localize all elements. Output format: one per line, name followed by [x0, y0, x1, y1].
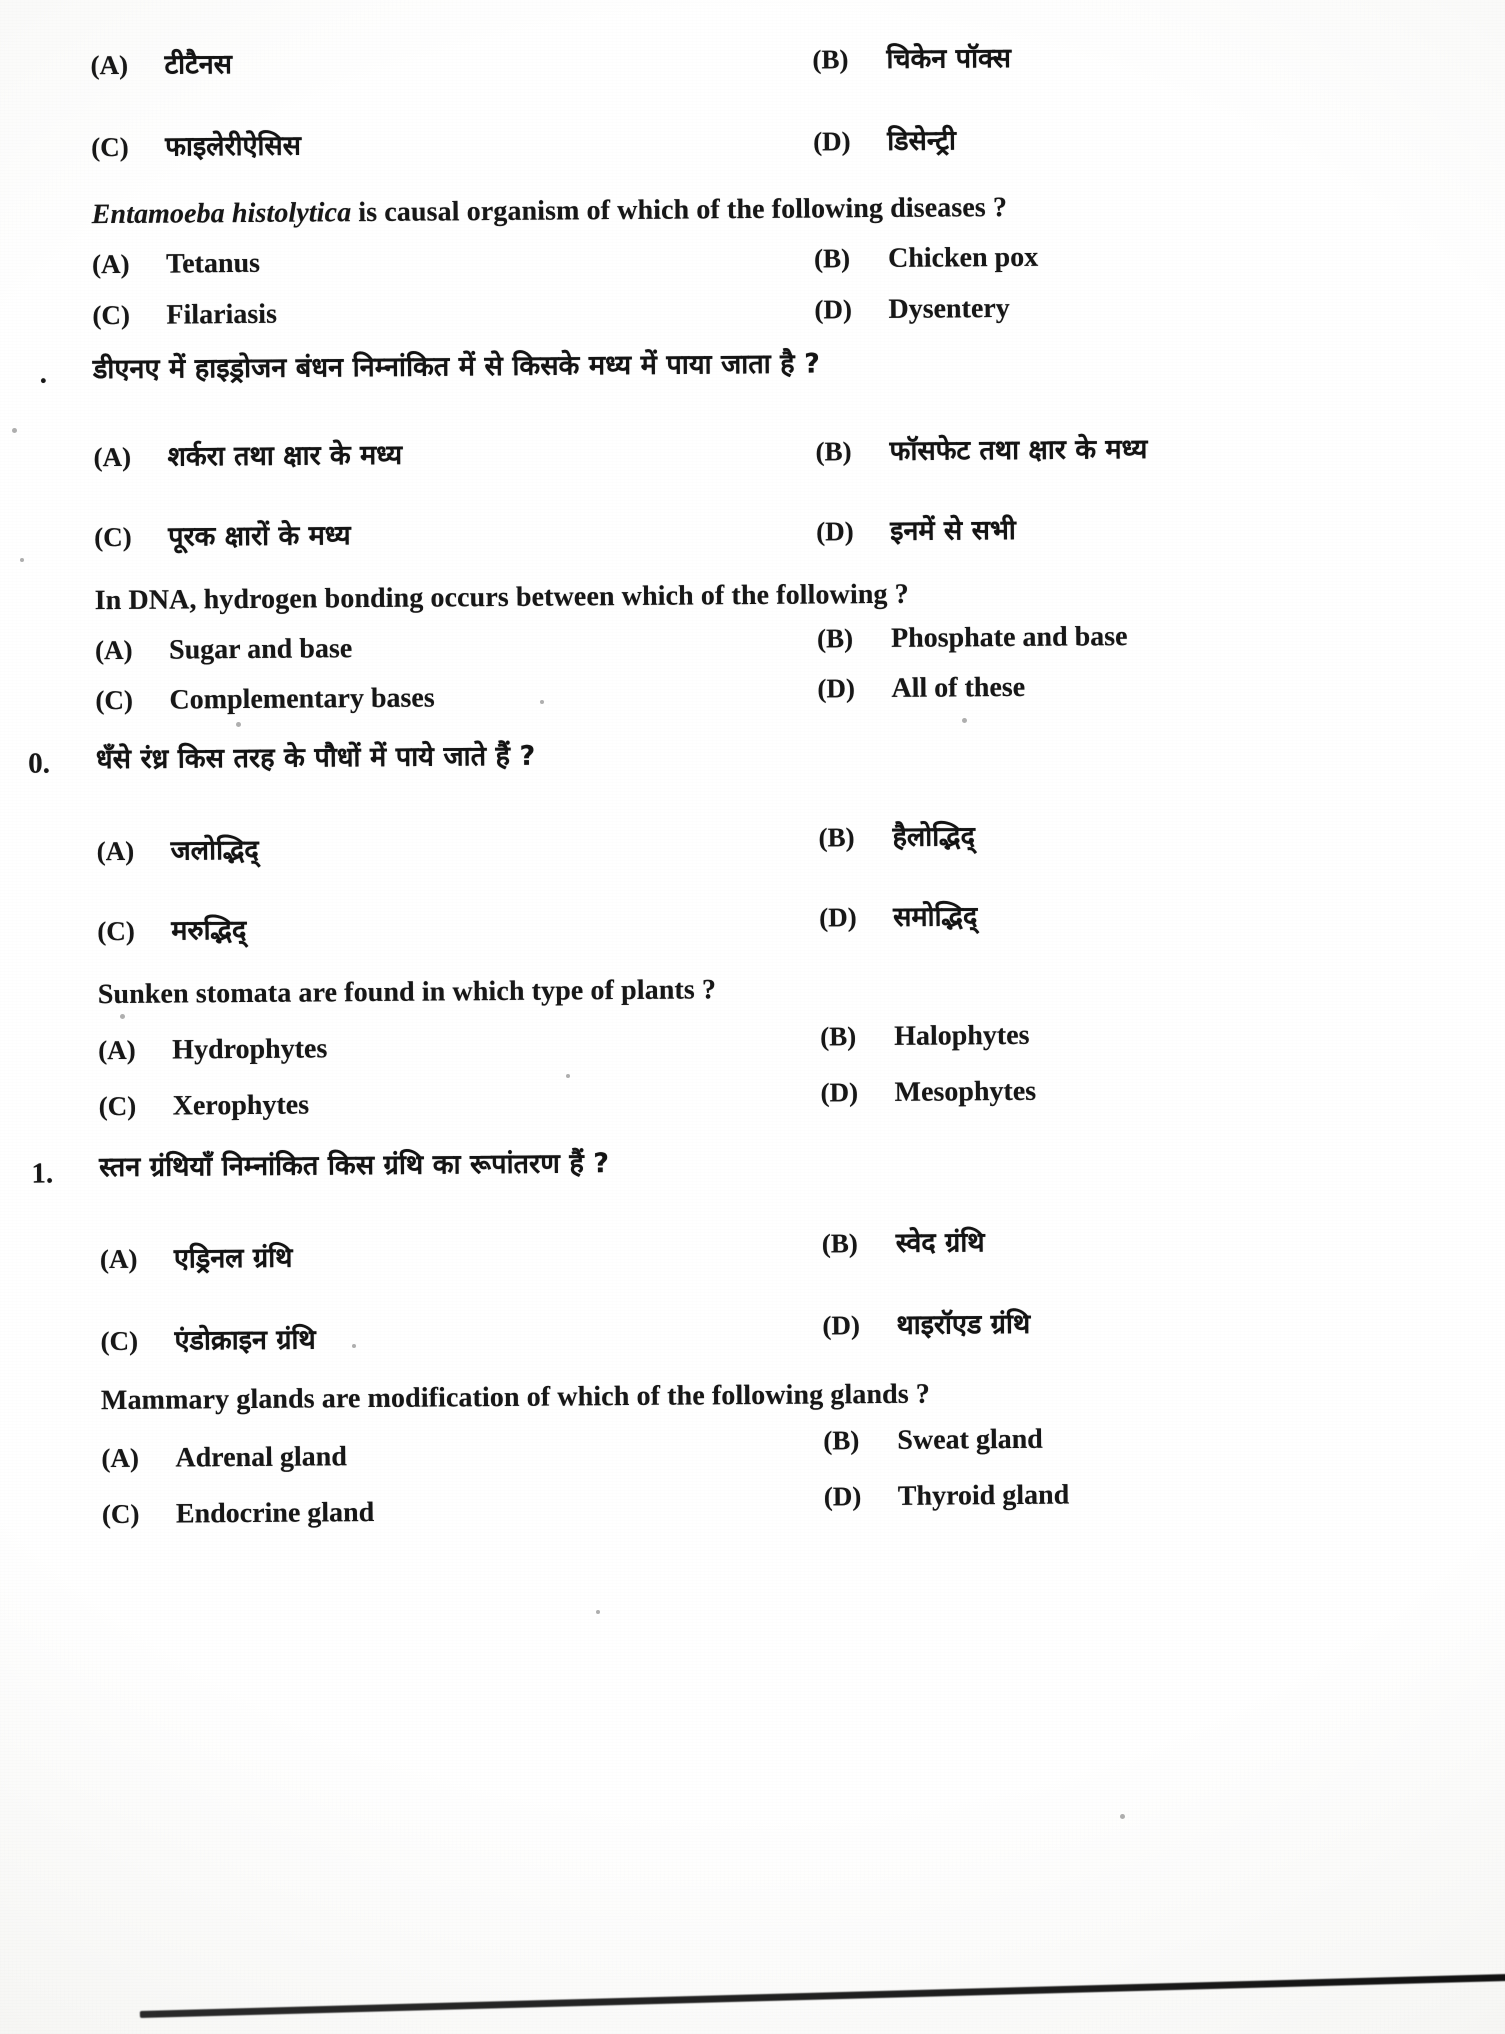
option-text: हैलोद्भिद्	[892, 821, 975, 853]
option-row[interactable]	[817, 672, 1025, 706]
option-row[interactable]	[91, 126, 301, 165]
option-row[interactable]	[824, 1480, 1070, 1514]
option-label: (B)	[812, 44, 849, 75]
option-text: Dysentery	[888, 292, 1010, 325]
option-label: (B)	[823, 1425, 860, 1456]
question-prompt-english: Mammary glands are modification of which of the following glands ?	[100, 1378, 931, 1417]
option-label: (A)	[101, 1442, 140, 1474]
option-text: फाइलेरीऐसिस	[165, 130, 302, 163]
scan-speck	[236, 722, 241, 727]
option-label: (C)	[91, 131, 129, 163]
option-row[interactable]	[93, 435, 402, 474]
option-text: टीटैनस	[164, 49, 233, 81]
option-label: (C)	[94, 521, 132, 553]
option-row[interactable]	[94, 515, 351, 554]
option-text: Complementary bases	[169, 682, 435, 716]
option-label: (B)	[815, 436, 852, 467]
question-number: .	[39, 357, 48, 390]
option-row[interactable]	[822, 1304, 1030, 1343]
option-label: (C)	[101, 1498, 140, 1530]
option-row[interactable]	[816, 510, 1016, 549]
option-label: (C)	[97, 915, 135, 947]
option-text: Halophytes	[894, 1019, 1030, 1052]
question-number: 0.	[28, 747, 51, 780]
option-row[interactable]	[97, 830, 259, 868]
option-label: (B)	[820, 1021, 857, 1052]
option-text: Phosphate and base	[890, 621, 1128, 654]
question-prompt-english: Sunken stomata are found in which type of plants ?	[97, 974, 717, 1011]
option-row[interactable]	[813, 120, 956, 158]
question-prompt-rest: is causal organism of which of the following diseases ?	[351, 191, 1008, 229]
option-text: एंडोक्राइन ग्रंथि	[174, 1324, 316, 1357]
question-block-entamoeba	[0, 0, 1497, 331]
option-label: (C)	[100, 1325, 139, 1357]
option-row[interactable]	[95, 682, 434, 717]
scan-speck	[596, 1610, 600, 1614]
option-text: चिकेन पॉक्स	[886, 42, 1012, 75]
scan-speck	[566, 1074, 570, 1078]
option-label: (A)	[96, 835, 135, 867]
option-label: (C)	[95, 684, 134, 716]
option-label: (B)	[821, 1228, 858, 1259]
option-row[interactable]	[822, 1222, 985, 1260]
option-row[interactable]	[100, 1319, 316, 1358]
option-row[interactable]	[814, 293, 1010, 327]
option-label: (D)	[822, 1310, 861, 1341]
question-prompt-hindi: स्तन ग्रंथियाँ निम्नांकित किस ग्रंथि का रूपांतरण हैं ?	[99, 1148, 610, 1184]
option-text: Chicken pox	[887, 241, 1039, 274]
option-label: (B)	[818, 822, 855, 853]
option-text: Endocrine gland	[175, 1496, 375, 1530]
option-text: जलोद्भिद्	[170, 834, 259, 867]
option-row[interactable]	[92, 299, 277, 332]
option-text: Sweat gland	[897, 1423, 1043, 1456]
option-label: (A)	[90, 49, 129, 81]
option-label: (B)	[816, 623, 854, 654]
scan-speck	[20, 558, 24, 562]
option-row[interactable]	[823, 1424, 1043, 1458]
option-label: (B)	[813, 243, 851, 274]
option-text: Adrenal gland	[175, 1441, 347, 1474]
option-text: All of these	[891, 671, 1026, 704]
option-text: Thyroid gland	[897, 1479, 1070, 1512]
option-row[interactable]	[818, 816, 975, 854]
option-row[interactable]	[95, 633, 352, 667]
scan-speck	[352, 1344, 356, 1348]
option-text: मरुद्भिद्	[171, 914, 247, 947]
option-label: (C)	[98, 1090, 137, 1122]
option-text: डिसेन्ट्री	[887, 125, 957, 157]
option-text: Xerophytes	[172, 1089, 310, 1122]
option-label: (A)	[99, 1243, 138, 1275]
question-prompt-hindi: डीएनए में हाइड्रोजन बंधन निम्नांकित में से किसके मध्य में पाया जाता है ?	[92, 348, 821, 386]
option-label: (D)	[814, 294, 853, 325]
option-text: पूरक क्षारों के मध्य	[168, 520, 351, 553]
option-label: (A)	[94, 634, 133, 666]
option-text: Hydrophytes	[172, 1033, 328, 1066]
scan-speck	[540, 700, 544, 704]
option-label: (D)	[813, 126, 851, 157]
question-prompt-hindi: धँसे रंध्र किस तरह के पौधों में पाये जाते हैं ?	[95, 740, 536, 776]
option-row[interactable]	[820, 1020, 1030, 1054]
question-prompt-english	[92, 190, 1008, 232]
scan-speck	[962, 718, 967, 723]
option-row[interactable]	[98, 1033, 327, 1067]
option-label: (A)	[93, 441, 132, 473]
question-number: 1.	[31, 1157, 54, 1190]
option-row[interactable]	[815, 429, 1147, 469]
option-text: Sugar and base	[168, 633, 353, 666]
option-text: इनमें से सभी	[890, 514, 1016, 547]
option-text: Mesophytes	[894, 1075, 1037, 1108]
option-label: (C)	[92, 299, 131, 331]
species-name-italic: Entamoeba histolytica	[91, 197, 352, 231]
option-row[interactable]	[814, 242, 1038, 276]
option-label: (D)	[817, 673, 856, 704]
scan-speck	[120, 1014, 125, 1019]
option-row[interactable]	[819, 896, 977, 934]
option-text: Tetanus	[165, 247, 261, 280]
option-text: Filariasis	[166, 298, 278, 331]
option-text: फॉसफेट तथा क्षार के मध्य	[889, 433, 1148, 467]
question-prompt-english: In DNA, hydrogen bonding occurs between which of the following ?	[94, 578, 909, 617]
option-text: स्वेद ग्रंथि	[895, 1227, 985, 1259]
option-row[interactable]	[102, 1497, 375, 1531]
option-text: शर्करा तथा क्षार के मध्य	[167, 439, 403, 473]
option-row[interactable]	[90, 44, 232, 82]
scan-speck	[12, 428, 17, 433]
option-label: (A)	[91, 248, 130, 280]
option-row[interactable]	[812, 38, 1011, 77]
option-label: (D)	[816, 516, 854, 547]
option-text: एड्रिनल ग्रंथि	[173, 1242, 293, 1275]
option-label: (D)	[820, 1077, 859, 1108]
option-row[interactable]	[97, 910, 246, 948]
option-row[interactable]	[92, 248, 260, 281]
option-label: (D)	[823, 1481, 862, 1512]
option-row[interactable]	[820, 1076, 1036, 1110]
option-label: (D)	[819, 902, 857, 933]
option-row[interactable]	[99, 1089, 310, 1123]
option-text: समोद्भिद्	[893, 901, 978, 933]
option-row[interactable]	[101, 1441, 347, 1475]
option-text: थाइरॉएड ग्रंथि	[896, 1308, 1031, 1341]
option-row[interactable]	[817, 621, 1128, 655]
option-label: (A)	[98, 1034, 136, 1066]
scan-speck	[1120, 1814, 1125, 1819]
option-row[interactable]	[100, 1238, 293, 1277]
